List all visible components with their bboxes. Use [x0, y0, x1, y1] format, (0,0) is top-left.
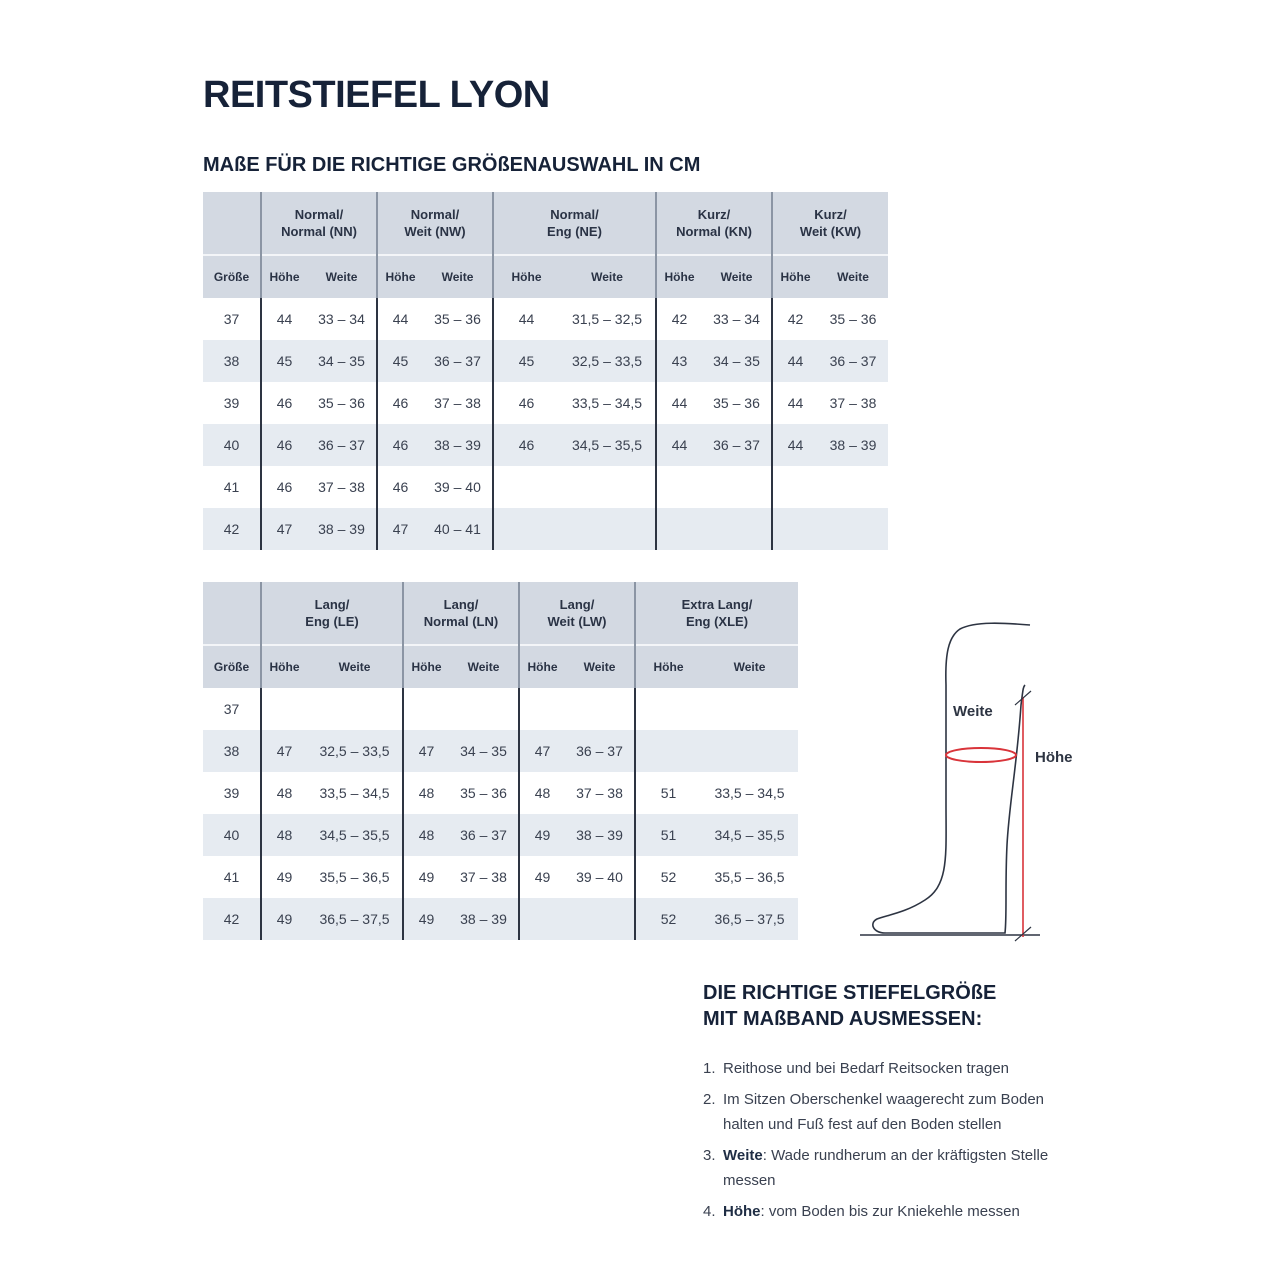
- page-title: REITSTIEFEL LYON: [203, 74, 550, 116]
- table-row: [203, 772, 798, 814]
- table-row: [203, 856, 798, 898]
- height-cell: 51: [635, 772, 701, 814]
- height-cell: 46: [261, 382, 307, 424]
- width-cell: [701, 730, 798, 772]
- width-cell: 35 – 36: [318, 395, 365, 411]
- height-cell: 42: [772, 298, 818, 340]
- height-cell: [403, 688, 449, 730]
- height-column-header: Höhe: [493, 255, 559, 298]
- width-cell: 34,5 – 35,5: [559, 424, 656, 466]
- height-cell: 48: [403, 772, 449, 814]
- size-cell: 39: [223, 395, 240, 411]
- size-cell: 42: [203, 508, 261, 550]
- size-cell: 40: [203, 424, 261, 466]
- height-cell: 46: [493, 424, 559, 466]
- step-item: 4. Höhe: vom Boden bis zur Kniekehle messen: [703, 1203, 1020, 1220]
- table-row: [203, 898, 798, 940]
- size-table-1: [203, 192, 888, 550]
- width-cell: [702, 508, 772, 550]
- height-cell: 44: [656, 424, 702, 466]
- height-cell: 46: [377, 466, 423, 508]
- width-column-header: Weite: [701, 645, 798, 688]
- size-column-header: Größe: [203, 255, 261, 298]
- width-cell: 34,5 – 35,5: [701, 814, 798, 856]
- size-cell: 37: [223, 311, 240, 327]
- width-cell: 38 – 39: [565, 814, 635, 856]
- height-cell: [261, 688, 307, 730]
- group-header: Normal/ Weit (NW): [377, 192, 493, 255]
- height-cell: [493, 508, 559, 550]
- width-cell: 34 – 35: [307, 340, 377, 382]
- width-diagram-label: Weite: [953, 703, 993, 720]
- width-cell: 36 – 37: [565, 730, 635, 772]
- width-column-header: Weite: [818, 255, 888, 298]
- group-header: Lang/ Eng (LE): [261, 582, 403, 645]
- height-cell: 46: [377, 382, 423, 424]
- width-cell: 36,5 – 37,5: [701, 898, 798, 940]
- height-cell: 46: [261, 466, 307, 508]
- size-cell: 38: [203, 730, 261, 772]
- height-cell: 44: [772, 424, 818, 466]
- width-cell: 33,5 – 34,5: [571, 395, 643, 411]
- height-cell: 44: [656, 382, 702, 424]
- section-subtitle: MAßE FÜR DIE RICHTIGE GRÖßENAUSWAHL IN CM: [203, 154, 701, 176]
- height-cell: 44: [493, 298, 559, 340]
- group-header: Lang/ Weit (LW): [519, 582, 635, 645]
- width-column-header: Weite: [702, 255, 772, 298]
- step-item: 3. Weite: Wade rundherum an der kräftigsten Stelle messen: [703, 1147, 1049, 1189]
- width-cell: 38 – 39: [307, 508, 377, 550]
- width-cell: 39 – 40: [434, 479, 481, 495]
- width-cell: 36 – 37: [818, 340, 888, 382]
- height-cell: 48: [261, 772, 307, 814]
- height-cell: 45: [377, 340, 423, 382]
- group-header: Normal/ Normal (NN): [261, 192, 377, 255]
- group-header: Lang/ Normal (LN): [403, 582, 519, 645]
- width-cell: [307, 688, 403, 730]
- height-cell: 44: [772, 340, 818, 382]
- height-cell: 49: [261, 856, 307, 898]
- height-cell: [493, 466, 559, 508]
- height-cell: 47: [261, 730, 307, 772]
- width-cell: 35 – 36: [460, 785, 507, 801]
- width-cell: 33 – 34: [713, 311, 760, 327]
- height-column-header: Höhe: [261, 645, 307, 688]
- height-cell: 52: [635, 856, 701, 898]
- height-cell: 45: [261, 340, 307, 382]
- size-table-2: [203, 582, 798, 940]
- height-cell: 47: [403, 730, 449, 772]
- height-cell: [519, 688, 565, 730]
- width-cell: 34 – 35: [702, 340, 772, 382]
- height-column-header: Höhe: [403, 645, 449, 688]
- height-column-header: Höhe: [635, 645, 701, 688]
- width-cell: 35,5 – 36,5: [714, 869, 785, 885]
- size-cell: 41: [223, 869, 240, 885]
- width-cell: 35 – 36: [434, 311, 481, 327]
- height-cell: 44: [772, 382, 818, 424]
- table-row: [203, 730, 798, 772]
- width-cell: 38 – 39: [449, 898, 519, 940]
- width-column-header: Weite: [307, 645, 403, 688]
- width-cell: 35 – 36: [829, 311, 877, 327]
- width-cell: [559, 508, 656, 550]
- height-column-header: Höhe: [377, 255, 423, 298]
- width-cell: 37 – 38: [460, 869, 507, 885]
- calf-circumference-marker: [946, 748, 1016, 762]
- height-cell: [656, 508, 702, 550]
- height-cell: 42: [656, 298, 702, 340]
- height-cell: [635, 688, 701, 730]
- height-cell: 47: [377, 508, 423, 550]
- height-cell: 46: [493, 382, 559, 424]
- width-cell: 32,5 – 33,5: [307, 730, 403, 772]
- size-cell: 37: [223, 701, 240, 717]
- table-row: [203, 424, 888, 466]
- width-cell: 36 – 37: [702, 424, 772, 466]
- table-row: [203, 298, 888, 340]
- height-cell: [656, 466, 702, 508]
- width-cell: 31,5 – 32,5: [571, 311, 643, 327]
- group-header: Normal/ Eng (NE): [493, 192, 656, 255]
- leg-outline: [873, 623, 1030, 933]
- height-cell: [635, 730, 701, 772]
- size-cell: 39: [223, 785, 240, 801]
- width-cell: [559, 466, 656, 508]
- width-cell: 37 – 38: [576, 785, 623, 801]
- height-cell: 49: [519, 856, 565, 898]
- width-cell: 33 – 34: [318, 311, 365, 327]
- height-diagram-label: Höhe: [1035, 749, 1073, 766]
- width-cell: 36 – 37: [307, 424, 377, 466]
- height-cell: [772, 466, 818, 508]
- width-cell: 35 – 36: [713, 395, 760, 411]
- table-row: [203, 508, 888, 550]
- height-cell: 49: [403, 898, 449, 940]
- height-cell: 46: [261, 424, 307, 466]
- width-cell: [565, 898, 635, 940]
- width-column-header: Weite: [423, 255, 493, 298]
- height-cell: 47: [261, 508, 307, 550]
- width-cell: [701, 688, 798, 730]
- howto-steps: [703, 1056, 1083, 1230]
- height-cell: 44: [377, 298, 423, 340]
- width-cell: 37 – 38: [318, 479, 365, 495]
- height-cell: 51: [635, 814, 701, 856]
- height-cell: 43: [656, 340, 702, 382]
- width-cell: 38 – 39: [423, 424, 493, 466]
- table-row: [203, 340, 888, 382]
- size-column-header: Größe: [203, 645, 261, 688]
- height-cell: 52: [635, 898, 701, 940]
- width-cell: [702, 466, 772, 508]
- width-cell: 40 – 41: [423, 508, 493, 550]
- width-cell: [818, 508, 888, 550]
- width-cell: 35,5 – 36,5: [319, 869, 390, 885]
- size-cell: 38: [203, 340, 261, 382]
- height-cell: 47: [519, 730, 565, 772]
- corner-cell: [203, 582, 261, 645]
- width-column-header: Weite: [307, 255, 377, 298]
- boot-measurement-diagram: [855, 615, 1095, 945]
- height-cell: 46: [377, 424, 423, 466]
- height-cell: 48: [403, 814, 449, 856]
- height-cell: [519, 898, 565, 940]
- height-cell: 45: [493, 340, 559, 382]
- step-item: 1. Reithose und bei Bedarf Reitsocken tragen: [703, 1060, 1010, 1077]
- corner-cell: [203, 192, 261, 255]
- table-row: [203, 382, 888, 424]
- height-column-header: Höhe: [261, 255, 307, 298]
- height-column-header: Höhe: [656, 255, 702, 298]
- width-cell: 34 – 35: [449, 730, 519, 772]
- width-cell: 36 – 37: [449, 814, 519, 856]
- width-cell: 36 – 37: [423, 340, 493, 382]
- height-cell: [772, 508, 818, 550]
- height-column-header: Höhe: [772, 255, 818, 298]
- width-cell: [565, 688, 635, 730]
- height-cell: 49: [519, 814, 565, 856]
- width-cell: 38 – 39: [818, 424, 888, 466]
- table-row: [203, 688, 798, 730]
- width-column-header: Weite: [559, 255, 656, 298]
- height-cell: 48: [261, 814, 307, 856]
- width-cell: 33,5 – 34,5: [714, 785, 785, 801]
- height-cell: 44: [261, 298, 307, 340]
- width-column-header: Weite: [565, 645, 635, 688]
- width-cell: 32,5 – 33,5: [559, 340, 656, 382]
- width-cell: [818, 466, 888, 508]
- width-cell: 34,5 – 35,5: [307, 814, 403, 856]
- size-cell: 42: [203, 898, 261, 940]
- width-cell: 39 – 40: [576, 869, 623, 885]
- width-cell: 33,5 – 34,5: [319, 785, 390, 801]
- width-cell: 37 – 38: [434, 395, 481, 411]
- height-column-header: Höhe: [519, 645, 565, 688]
- howto-title: DIE RICHTIGE STIEFELGRÖßE MIT MAßBAND AUSMESSEN:: [703, 982, 997, 1030]
- group-header: Kurz/ Normal (KN): [656, 192, 772, 255]
- group-header: Kurz/ Weit (KW): [772, 192, 888, 255]
- size-cell: 40: [203, 814, 261, 856]
- group-header: Extra Lang/ Eng (XLE): [635, 582, 798, 645]
- width-cell: 36,5 – 37,5: [307, 898, 403, 940]
- step-item: 2. Im Sitzen Oberschenkel waagerecht zum Boden halten und Fuß fest auf den Boden stellen: [703, 1091, 1044, 1133]
- width-cell: 37 – 38: [829, 395, 877, 411]
- table-row: [203, 466, 888, 508]
- size-cell: 41: [223, 479, 240, 495]
- height-cell: 49: [403, 856, 449, 898]
- width-cell: [449, 688, 519, 730]
- height-cell: 49: [261, 898, 307, 940]
- height-cell: 48: [519, 772, 565, 814]
- width-column-header: Weite: [449, 645, 519, 688]
- table-row: [203, 814, 798, 856]
